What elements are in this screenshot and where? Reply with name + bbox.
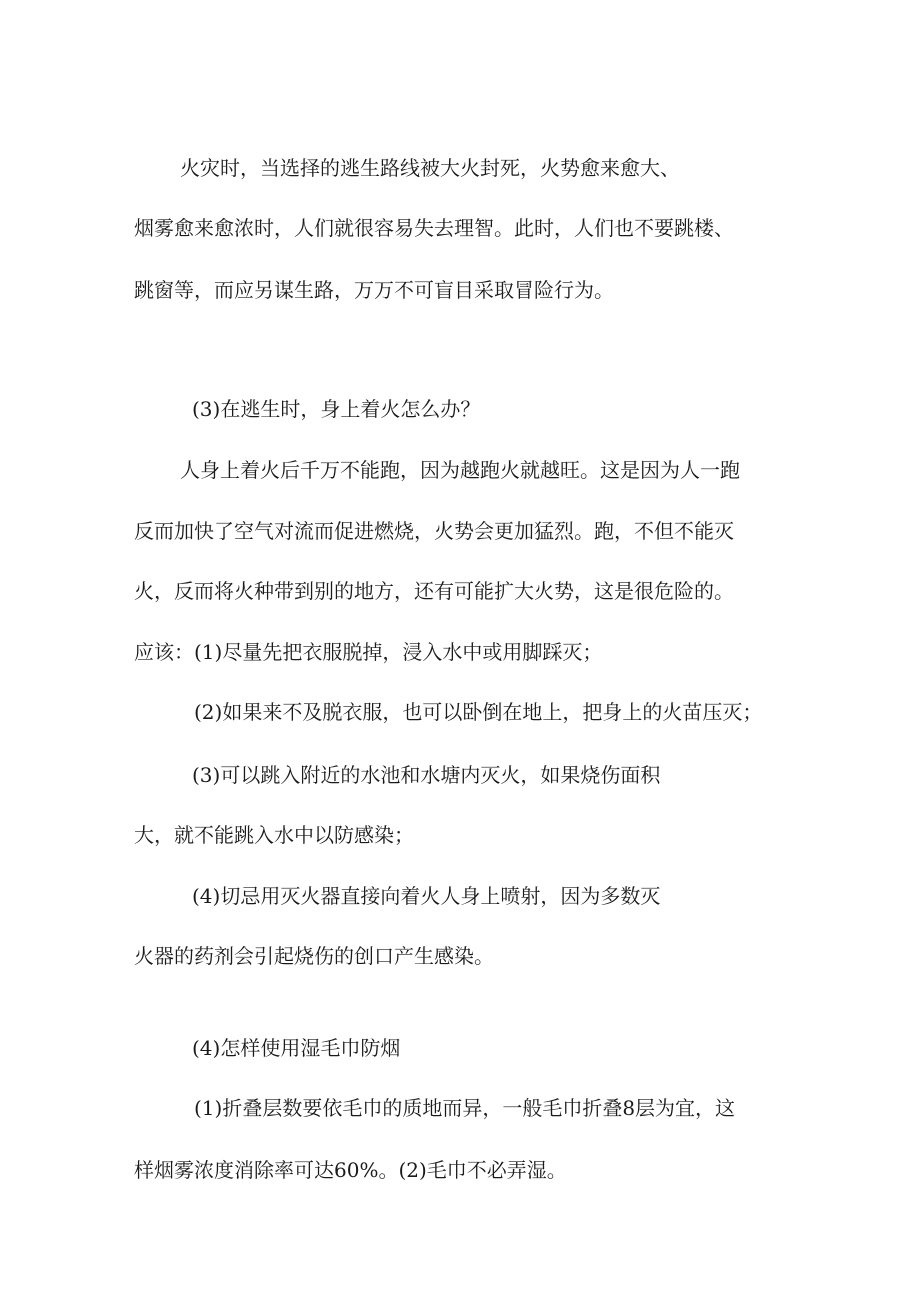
section3-heading: (3)在逃生时，身上着火怎么办？ [192,397,481,421]
section3-item-4-line-2: 火器的药剂会引起烧伤的创口产生感染。 [134,944,494,968]
section4-heading: (4)怎样使用湿毛巾防烟 [192,1036,401,1060]
section3-item-2: (2)如果来不及脱衣服，也可以卧倒在地上，把身上的火苗压灭； [194,700,763,724]
section4-item-1-line-1: (1)折叠层数要依毛巾的质地而异，一般毛巾折叠8层为宜，这 [194,1096,736,1120]
section4-item-1-line-2: 样烟雾浓度消除率可达60%。(2)毛巾不必弄湿。 [134,1158,567,1182]
section3-para-line-3: 火，反而将火种带到别的地方，还有可能扩大火势，这是很危险的。 [134,579,734,603]
section3-item-3-line-2: 大，就不能跳入水中以防感染； [134,823,414,847]
block1-line-3: 跳窗等，而应另谋生路，万万不可盲目采取冒险行为。 [134,278,614,302]
block1-line-2: 烟雾愈来愈浓时，人们就很容易失去理智。此时，人们也不要跳楼、 [134,216,734,240]
section3-item-4-line-1: (4)切忌用灭火器直接向着火人身上喷射，因为多数灭 [192,884,661,908]
section3-item-3-line-1: (3)可以跳入附近的水池和水塘内灭火，如果烧伤面积 [192,763,661,787]
section3-para-line-4: 应该：(1)尽量先把衣服脱掉，浸入水中或用脚踩灭； [134,640,603,664]
section3-para-line-1: 人身上着火后千万不能跑，因为越跑火就越旺。这是因为人一跑 [180,458,740,482]
block1-line-1: 火灾时，当选择的逃生路线被大火封死，火势愈来愈大、 [180,156,680,180]
section3-para-line-2: 反而加快了空气对流而促进燃烧，火势会更加猛烈。跑，不但不能灭 [134,519,734,543]
